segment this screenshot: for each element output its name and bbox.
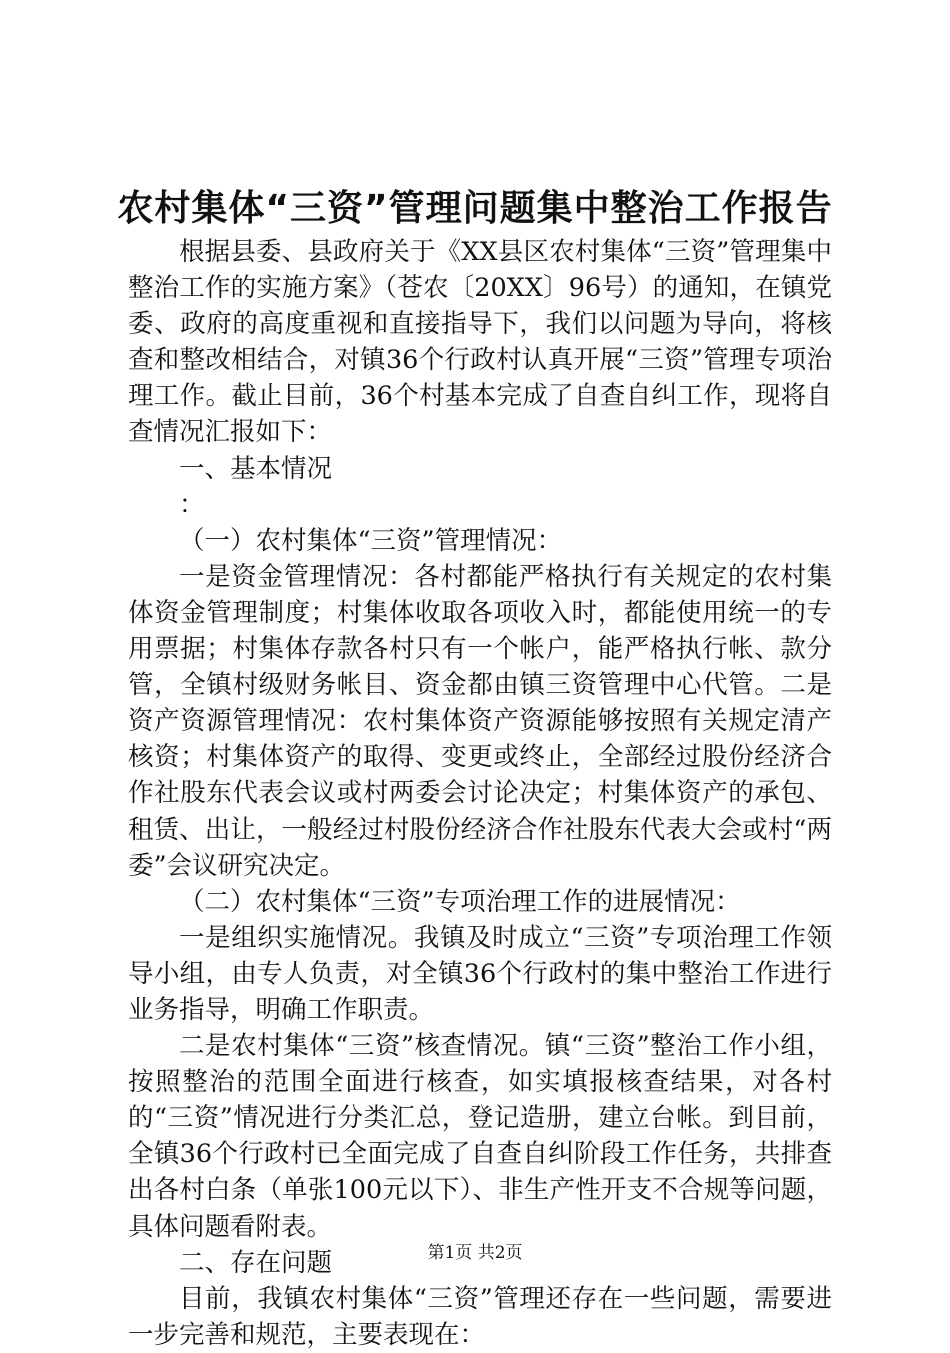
document-title: 农村集体“三资”管理问题集中整治工作报告 [117,188,833,229]
subsection-heading-progress: （二）农村集体“三资”专项治理工作的进展情况： [179,886,741,917]
intro-paragraph: 根据县委、县政府关于《XX县区农村集体“三资”管理集中整治工作的实施方案》（苍农〔20XX〕96号）的通知，在镇党委、政府的高度重视和直接指导下，我们以问题为导向，将核查和整改相结合，对镇36个行政村认真开展“三资”管理专项治理工作。截止目前，36个村基本完成了自查自纠工作，现将自查情况汇报如下： [128,237,832,448]
management-paragraph: 一是资金管理情况：各村都能严格执行有关规定的农村集体资金管理制度；村集体收取各项收入时，都能使用统一的专用票据；村集体存款各村只有一个帐户，能严格执行帐、款分管，全镇村级财务帐目、资金都由镇三资管理中心代管。二是资产资源管理情况：农村集体资产资源能够按照有关规定清产核资；村集体资产的取得、变更或终止，全部经过股份经济合作社股东代表会议或村两委会讨论决定；村集体资产的承包、租赁、出让，一般经过村股份经济合作社股东代表大会或村“两委”会议研究决定。 [128,561,832,881]
verification-paragraph: 二是农村集体“三资”核查情况。镇“三资”整治工作小组，按照整治的范围全面进行核查，如实填报核查结果，对各村的“三资”情况进行分类汇总，登记造册，建立台帐。到目前，全镇36个行政村已全面完成了自查自纠阶段工作任务，共排查出各村白条（单张100元以下）、非生产性开支不合规等问题，具体问题看附表。 [128,1031,832,1242]
section-heading-basic-situation: 一、基本情况 [179,453,333,484]
organization-paragraph: 一是组织实施情况。我镇及时成立“三资”专项治理工作领导小组，由专人负责，对全镇36个行政村的集中整治工作进行业务指导，明确工作职责。 [128,922,832,1025]
document-body [128,234,832,1353]
page-footer: 第1页 共2页 [427,1243,523,1263]
section-heading-problems: 二、存在问题 [179,1247,333,1278]
problems-intro-paragraph: 目前，我镇农村集体“三资”管理还存在一些问题，需要进一步完善和规范，主要表现在： [128,1283,832,1350]
stray-colon-line: ： [179,489,205,520]
subsection-heading-management: （一）农村集体“三资”管理情况： [179,525,563,556]
